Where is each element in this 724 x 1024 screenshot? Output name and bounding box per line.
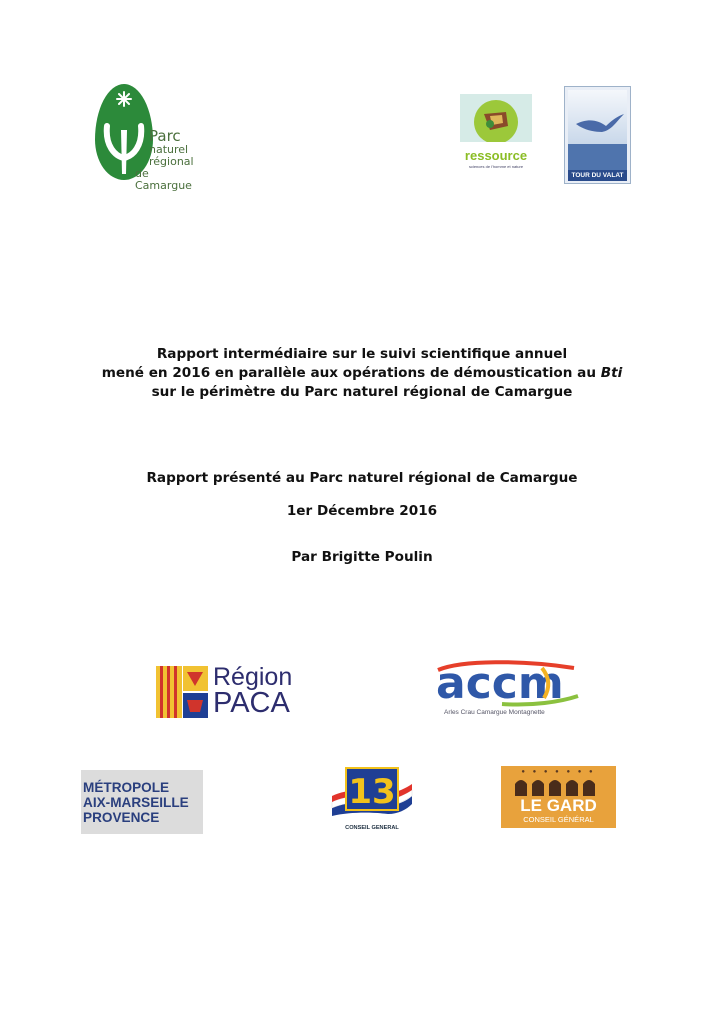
pont-du-gard-icon [513,776,605,796]
cg13-emblem [330,766,414,824]
presented-to: Rapport présenté au Parc naturel régional de Camargue [146,470,578,486]
bird-icon [568,90,627,144]
report-title: Rapport intermédiaire sur le suivi scientifique annuel mené en 2016 en parallèle aux opérations de démoustication au Bti sur le périmètre du Parc naturel régional de Camargue [101,346,623,400]
conseil-general-13-logo: 13 CONSEIL GENERAL [330,766,414,834]
ressource-emblem [460,94,532,142]
accm-logo: accm Arles Crau Camargue Montagnette [432,658,582,722]
svg-text:13: 13 [348,772,396,812]
report-author: Par Brigitte Poulin [291,549,433,565]
report-date: 1er Décembre 2016 [286,503,438,519]
region-paca-logo: Région PACA [156,664,296,720]
pnr-camargue-logo [95,84,195,196]
metropole-aix-marseille-logo: MÉTROPOLE AIX-MARSEILLE PROVENCE [81,770,203,834]
accm-wordmark [432,658,582,708]
ressource-logo: ressource sciences de l'homme et nature [458,94,534,180]
tour-du-valat-logo: TOUR DU VALAT [564,86,631,184]
pnr-wordmark: Parc naturel régional de Camargue [135,127,194,192]
paca-coat-of-arms-icon [156,666,208,718]
ressource-circle-icon [460,94,532,142]
le-gard-logo: ● ● ● ● ● ● ● LE GARD CONSEIL GÉNÉRAL [501,766,616,828]
svg-text:accm: accm [436,658,564,708]
